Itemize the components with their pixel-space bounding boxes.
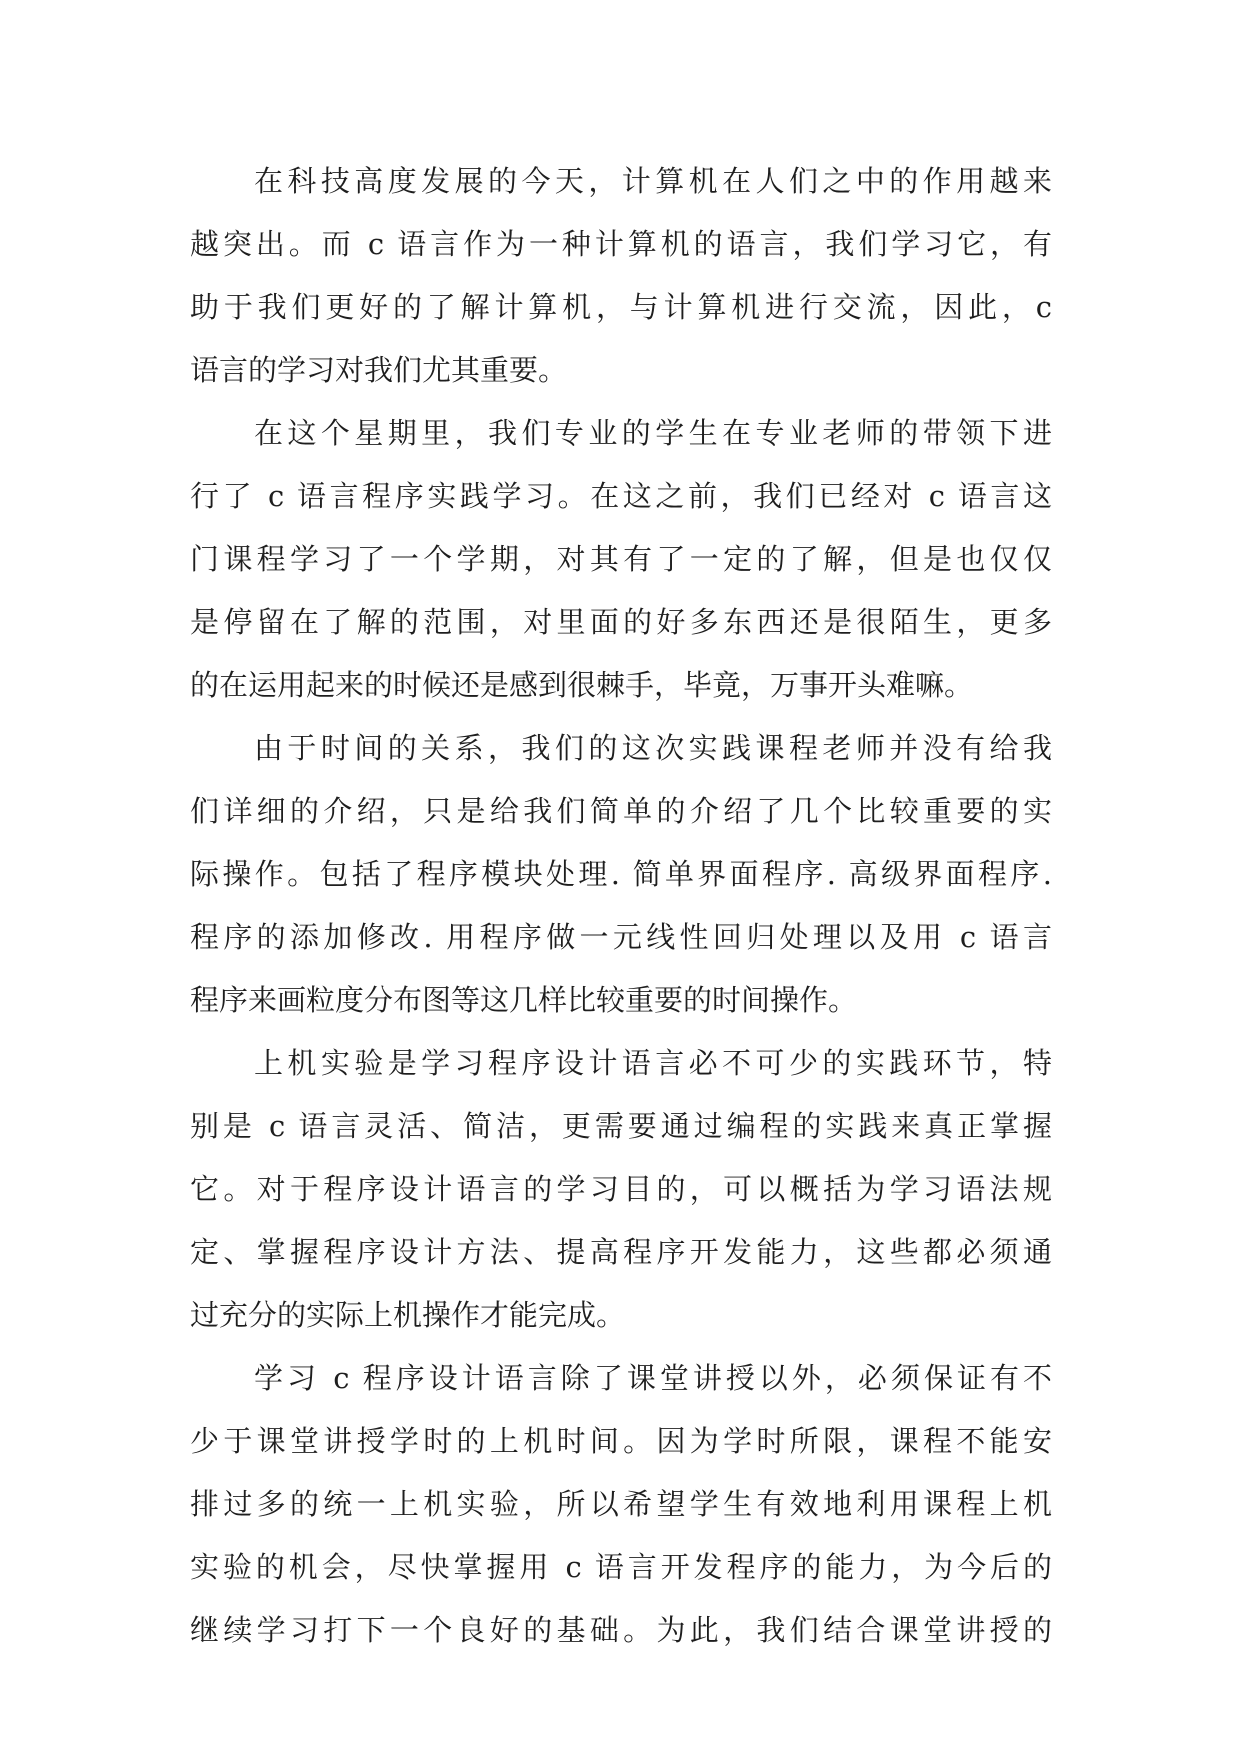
text-line: 上机实验是学习程序设计语言必不可少的实践环节，特 [254, 1046, 1052, 1080]
text-line: 在这个星期里，我们专业的学生在专业老师的带领下进 [254, 416, 1052, 450]
text-line: 实验的机会，尽快掌握用 c 语言开发程序的能力，为今后的 [190, 1550, 1052, 1584]
text-line: 由于时间的关系，我们的这次实践课程老师并没有给我 [254, 731, 1052, 765]
text-line: 际操作。包括了程序模块处理. 简单界面程序. 高级界面程序. [190, 857, 1052, 891]
text-line: 越突出。而 c 语言作为一种计算机的语言，我们学习它，有 [190, 227, 1052, 261]
text-line: 学习 c 程序设计语言除了课堂讲授以外，必须保证有不 [254, 1361, 1052, 1395]
paragraph-1 [190, 150, 1052, 402]
text-line: 在科技高度发展的今天，计算机在人们之中的作用越来 [254, 164, 1052, 198]
text-line: 门课程学习了一个学期，对其有了一定的了解，但是也仅仅 [190, 542, 1052, 576]
document-body [190, 150, 1052, 1662]
paragraph-5 [190, 1347, 1052, 1662]
text-line: 语言的学习对我们尤其重要。 [190, 353, 568, 387]
paragraph-3 [190, 717, 1052, 1032]
text-line: 是停留在了解的范围，对里面的好多东西还是很陌生，更多 [190, 605, 1052, 639]
text-line: 们详细的介绍，只是给我们简单的介绍了几个比较重要的实 [190, 794, 1052, 828]
text-line: 过充分的实际上机操作才能完成。 [190, 1298, 626, 1332]
text-line: 排过多的统一上机实验，所以希望学生有效地利用课程上机 [190, 1487, 1052, 1521]
text-line: 少于课堂讲授学时的上机时间。因为学时所限，课程不能安 [190, 1424, 1052, 1458]
text-line: 程序来画粒度分布图等这几样比较重要的时间操作。 [190, 983, 858, 1017]
text-line: 它。对于程序设计语言的学习目的，可以概括为学习语法规 [190, 1172, 1052, 1206]
text-line: 的在运用起来的时候还是感到很棘手，毕竟，万事开头难嘛。 [190, 668, 974, 702]
paragraph-4 [190, 1032, 1052, 1347]
text-line: 行了 c 语言程序实践学习。在这之前，我们已经对 c 语言这 [190, 479, 1052, 513]
text-line: 继续学习打下一个良好的基础。为此，我们结合课堂讲授的 [190, 1613, 1052, 1647]
text-line: 助于我们更好的了解计算机，与计算机进行交流，因此，c [190, 290, 1052, 324]
text-line: 别是 c 语言灵活、简洁，更需要通过编程的实践来真正掌握 [190, 1109, 1052, 1143]
paragraph-2 [190, 402, 1052, 717]
text-line: 定、掌握程序设计方法、提高程序开发能力，这些都必须通 [190, 1235, 1052, 1269]
text-line: 程序的添加修改. 用程序做一元线性回归处理以及用 c 语言 [190, 920, 1052, 954]
